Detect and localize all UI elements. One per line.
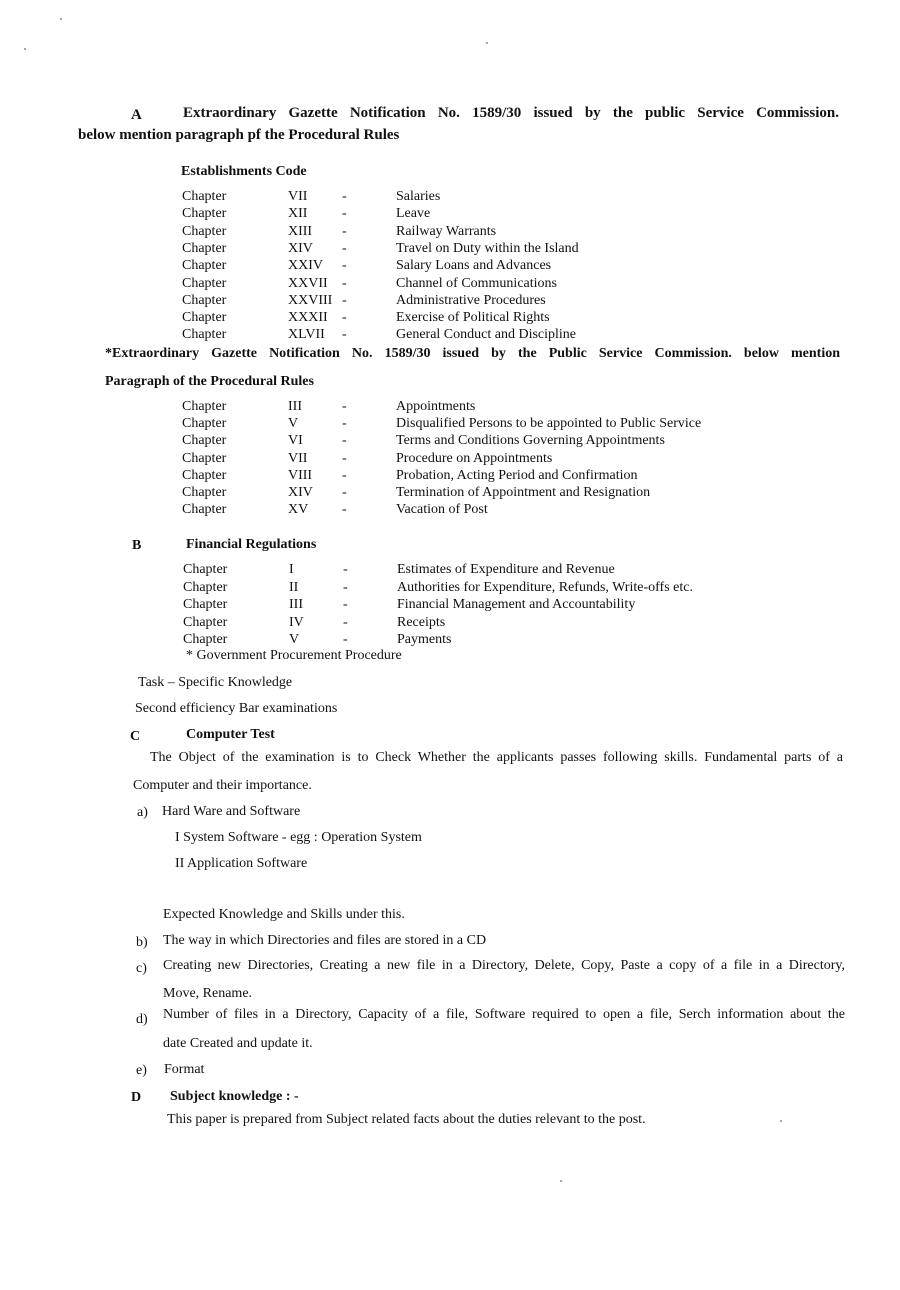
chapter-dash: - [342, 327, 347, 343]
chapter-label: Chapter [182, 223, 227, 239]
chapter-dash: - [343, 579, 348, 595]
chapter-label: Chapter [183, 614, 228, 630]
chapter-title: Salaries [396, 189, 441, 204]
chapter-title: Receipts [397, 614, 446, 630]
computer-test-intro-line2: Computer and their importance. [133, 778, 312, 793]
chapter-number: VIII [288, 467, 313, 483]
chapter-dash: - [342, 189, 347, 204]
scan-speck [560, 1180, 562, 1182]
chapter-number: XXXII [288, 310, 328, 326]
subject-knowledge-text: This paper is prepared from Subject related facts about the duties relevant to the post. [167, 1112, 646, 1127]
chapter-label: Chapter [183, 597, 228, 612]
establishments-code-heading: Establishments Code [181, 164, 307, 179]
section-d-letter: D [131, 1090, 142, 1105]
item-a-sub2: II Application Software [175, 856, 308, 871]
scan-speck [486, 42, 488, 44]
item-c-marker: c) [136, 961, 147, 976]
chapter-title: Financial Management and Accountability [397, 597, 636, 612]
chapter-number: V [289, 632, 300, 647]
chapter-title: Probation, Acting Period and Confirmation [396, 467, 638, 483]
chapter-number: III [288, 399, 302, 414]
chapter-label: Chapter [182, 206, 227, 222]
subject-knowledge-heading: Subject knowledge : - [170, 1089, 299, 1104]
task-specific-knowledge: Task – Specific Knowledge [138, 675, 293, 690]
chapter-title: Travel on Duty within the Island [396, 240, 579, 256]
chapter-title: Procedure on Appointments [396, 450, 553, 466]
chapter-dash: - [342, 310, 347, 326]
chapter-label: Chapter [182, 310, 227, 326]
chapter-title: Exercise of Political Rights [396, 310, 550, 326]
chapter-dash: - [342, 292, 347, 308]
chapter-label: Chapter [182, 450, 227, 466]
chapter-dash: - [343, 562, 348, 577]
computer-test-intro-line1: The Object of the examination is to Check Whether the applicants passes following skills. Fundamental parts of a [150, 750, 843, 765]
expected-knowledge: Expected Knowledge and Skills under this. [163, 907, 405, 922]
section-a-heading-line1: Extraordinary Gazette Notification No. 1589/30 issued by the public Service Commission. [183, 105, 839, 121]
chapter-title: Terms and Conditions Governing Appointments [396, 433, 665, 449]
chapter-label: Chapter [182, 399, 227, 414]
chapter-dash: - [342, 502, 347, 518]
chapter-number: VII [288, 450, 308, 466]
chapter-title: Authorities for Expenditure, Refunds, Write-offs etc. [397, 579, 693, 595]
chapter-number: XII [288, 206, 308, 222]
chapter-number: V [288, 416, 299, 432]
chapter-label: Chapter [183, 579, 228, 595]
chapter-number: XXVII [288, 275, 328, 291]
chapter-dash: - [342, 450, 347, 466]
chapter-number: IV [289, 614, 304, 630]
chapter-dash: - [342, 399, 347, 414]
scan-speck [780, 1120, 782, 1122]
chapter-number: XIII [288, 223, 313, 239]
chapter-label: Chapter [182, 327, 227, 343]
chapter-label: Chapter [182, 275, 227, 291]
item-d-marker: d) [136, 1012, 148, 1027]
chapter-dash: - [342, 485, 347, 500]
item-a-sub1: I System Software - egg : Operation System [175, 830, 422, 845]
chapter-title: Appointments [396, 399, 476, 414]
section-a-heading-line2: below mention paragraph pf the Procedural Rules [78, 127, 400, 143]
scan-speck [24, 48, 26, 50]
chapter-title: General Conduct and Discipline [396, 327, 577, 343]
chapter-number: XIV [288, 240, 313, 256]
chapter-number: III [289, 597, 303, 612]
section-b-letter: B [132, 538, 142, 553]
chapter-number: XIV [288, 485, 313, 500]
chapter-label: Chapter [183, 562, 228, 577]
chapter-dash: - [342, 223, 347, 239]
chapter-label: Chapter [182, 189, 227, 204]
chapter-label: Chapter [182, 433, 227, 449]
chapter-label: Chapter [182, 485, 227, 500]
chapter-label: Chapter [182, 502, 227, 518]
item-c-line1: Creating new Directories, Creating a new file in a Directory, Delete, Copy, Paste a copy of a file in a Directory, [163, 958, 845, 973]
item-c-line2: Move, Rename. [163, 986, 253, 1001]
chapter-number: VII [288, 189, 308, 204]
chapter-dash: - [343, 597, 348, 612]
item-d-line1: Number of files in a Directory, Capacity of a file, Software required to open a file, Serch information about the [163, 1007, 845, 1022]
chapter-dash: - [342, 467, 347, 483]
section-a-letter: A [131, 107, 142, 123]
chapter-title: Disqualified Persons to be appointed to Public Service [396, 416, 702, 432]
chapter-title: Salary Loans and Advances [396, 258, 552, 274]
chapter-dash: - [342, 206, 347, 222]
chapter-title: Payments [397, 632, 452, 647]
chapter-dash: - [342, 275, 347, 291]
chapter-title: Administrative Procedures [396, 292, 546, 308]
chapter-dash: - [342, 433, 347, 449]
chapter-dash: - [343, 614, 348, 630]
efficiency-bar-exam: Second efficiency Bar examinations [135, 701, 338, 716]
section-c-letter: C [130, 729, 141, 744]
chapter-dash: - [343, 632, 348, 647]
chapter-title: Vacation of Post [396, 502, 488, 518]
scan-speck [60, 18, 62, 20]
item-e-text: Format [164, 1062, 205, 1077]
procedural-rules-heading-line1: *Extraordinary Gazette Notification No. 1589/30 issued by the Public Service Commission. below mention [105, 346, 840, 361]
chapter-number: I [289, 562, 294, 577]
chapter-number: XV [288, 502, 309, 518]
item-e-marker: e) [136, 1063, 147, 1078]
chapter-title: Railway Warrants [396, 223, 497, 239]
chapter-number: XLVII [288, 327, 325, 343]
chapter-number: VI [288, 433, 303, 449]
computer-test-heading: Computer Test [186, 727, 275, 742]
chapter-title: Estimates of Expenditure and Revenue [397, 562, 615, 577]
item-d-line2: date Created and update it. [163, 1036, 313, 1051]
item-a-text: Hard Ware and Software [162, 804, 301, 819]
chapter-label: Chapter [182, 240, 227, 256]
chapter-label: Chapter [183, 632, 228, 647]
chapter-title: Termination of Appointment and Resignation [396, 485, 651, 500]
item-b-marker: b) [136, 935, 148, 950]
chapter-dash: - [342, 240, 347, 256]
chapter-label: Chapter [182, 416, 227, 432]
item-b-text: The way in which Directories and files are stored in a CD [163, 933, 487, 948]
chapter-number: XXVIII [288, 292, 333, 308]
chapter-number: II [289, 579, 299, 595]
chapter-number: XXIV [288, 258, 323, 274]
chapter-label: Chapter [182, 292, 227, 308]
chapter-dash: - [342, 258, 347, 274]
procedural-rules-heading-line2: Paragraph of the Procedural Rules [105, 374, 314, 389]
chapter-label: Chapter [182, 258, 227, 274]
chapter-title: Channel of Communications [396, 275, 557, 291]
financial-regulations-heading: Financial Regulations [186, 537, 317, 552]
chapter-title: Leave [396, 206, 431, 222]
procurement-note: * Government Procurement Procedure [186, 648, 402, 663]
chapter-dash: - [342, 416, 347, 432]
chapter-label: Chapter [182, 467, 227, 483]
item-a-marker: a) [137, 805, 148, 820]
